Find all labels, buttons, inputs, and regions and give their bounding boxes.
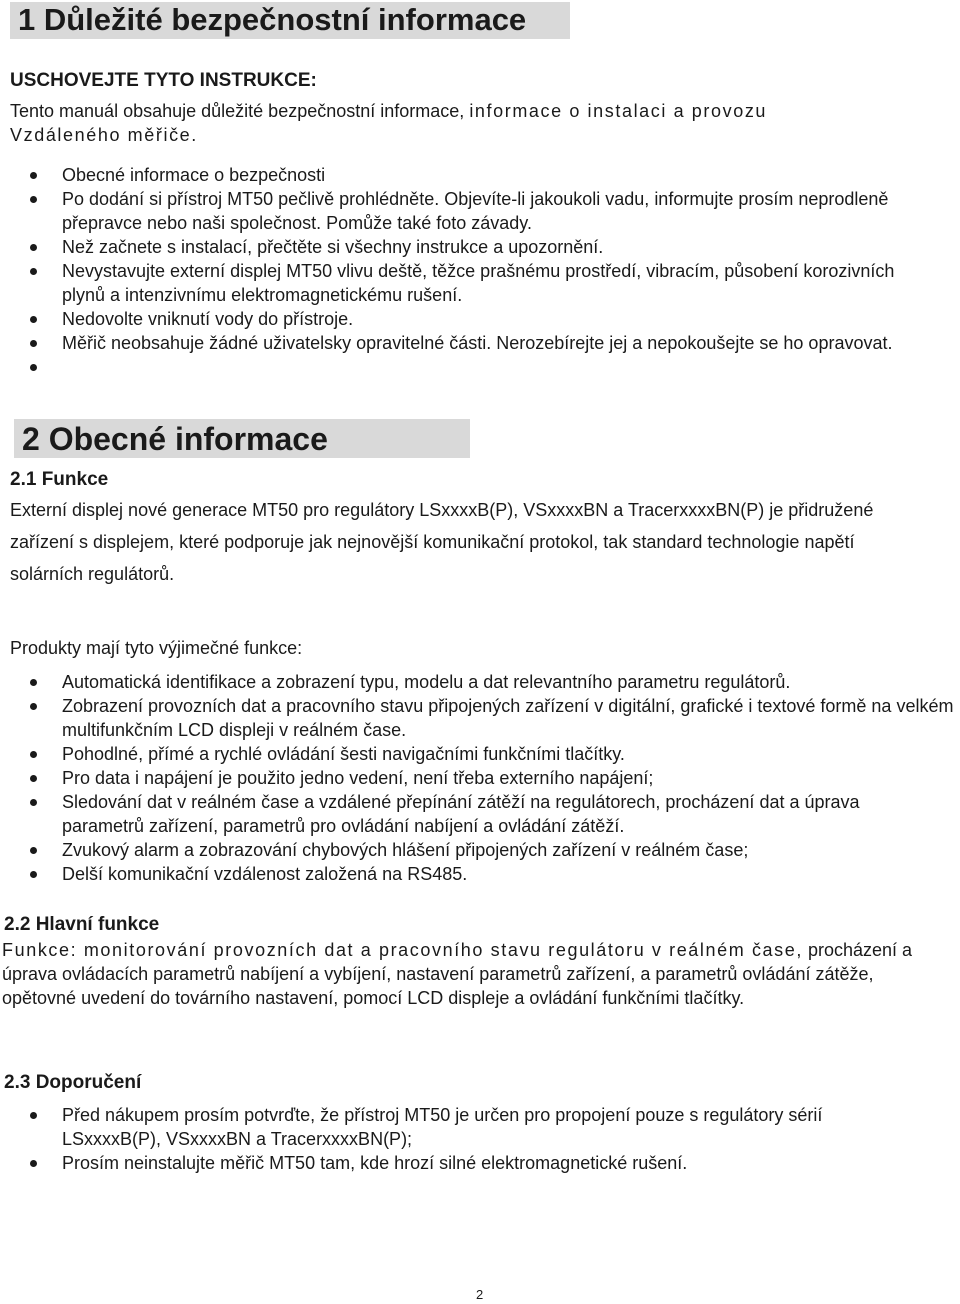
bullet-icon [30, 172, 37, 179]
list-item: Měřič neobsahuje žádné uživatelsky opravitelné části. Nerozebírejte jej a nepokoušejte se ho opravovat. [10, 331, 900, 355]
bullet-icon [30, 679, 37, 686]
section-2-title: 2 Obecné informace [22, 421, 328, 457]
list-item: Sledování dat v reálném čase a vzdálené přepínání zátěží na regulátorech, procházení dat a úprava parametrů zařízení, parametrů pro ovládání nabíjení a ovládání zátěží. [10, 790, 960, 838]
section-1-bullet-list [10, 163, 900, 379]
list-item: Po dodání si přístroj MT50 pečlivě prohlédněte. Objevíte-li jakoukoli vadu, informujte prosím neprodleně přepravce nebo naši společnost. Pomůže také foto závady. [10, 187, 900, 235]
section-2-2-heading: 2.2 Hlavní funkce [4, 914, 160, 935]
bullet-icon [30, 775, 37, 782]
list-item [10, 355, 900, 379]
bullet-icon [30, 316, 37, 323]
section-2-1-bullet-list [10, 670, 960, 886]
bullet-icon [30, 340, 37, 347]
products-intro: Produkty mají tyto výjimečné funkce: [10, 638, 303, 658]
bullet-icon [30, 364, 37, 371]
section-2-1-heading: 2.1 Funkce [10, 469, 109, 490]
bullet-icon [30, 1160, 37, 1167]
bullet-icon [30, 751, 37, 758]
section-2-3-bullet-list [10, 1103, 890, 1175]
intro-part-c: Vzdáleného měřiče. [10, 125, 198, 145]
list-item: Automatická identifikace a zobrazení typu, modelu a dat relevantního parametru regulátorů. [10, 670, 960, 694]
list-item: Zobrazení provozních dat a pracovního stavu připojených zařízení v digitální, grafické i textové formě na velkém multifunkčním LCD displeji v reálném čase. [10, 694, 960, 742]
list-item: Prosím neinstalujte měřič MT50 tam, kde hrozí silné elektromagnetické rušení. [10, 1151, 890, 1175]
section-1-title: 1 Důležité bezpečnostní informace [18, 2, 527, 37]
bullet-icon [30, 1112, 37, 1119]
intro-part-b: informace o instalaci a provozu [469, 101, 768, 121]
section-1-subtitle: USCHOVEJTE TYTO INSTRUKCE: [10, 70, 317, 91]
bullet-icon [30, 871, 37, 878]
bullet-icon [30, 196, 37, 203]
list-item: Nevystavujte externí displej MT50 vlivu deště, těžce prašnému prostředí, vibracím, působení korozivních plynů a intenzivnímu elektromagnetickému rušení. [10, 259, 900, 307]
list-item: Než začnete s instalací, přečtěte si všechny instrukce a upozornění. [10, 235, 900, 259]
bullet-icon [30, 847, 37, 854]
list-item: Před nákupem prosím potvrďte, že přístroj MT50 je určen pro propojení pouze s regulátory sérií LSxxxxB(P), VSxxxxBN a TracerxxxxBN(P); [10, 1103, 890, 1151]
main-function-part-a: Funkce: monitorování provozních dat a pracovního stavu regulátoru v reálném čase, [2, 940, 803, 960]
list-item: Obecné informace o bezpečnosti [10, 163, 900, 187]
bullet-icon [30, 268, 37, 275]
list-item: Nedovolte vniknutí vody do přístroje. [10, 307, 900, 331]
bullet-icon [30, 799, 37, 806]
list-item: Zvukový alarm a zobrazování chybových hlášení připojených zařízení v reálném čase; [10, 838, 960, 862]
main-function-part-b: procházení a úprava ovládacích parametrů nabíjení a vybíjení, nastavení parametrů zařízení, a parametrů ovládání zátěže, opětovné uvedení do továrního nastavení, pomocí LCD displeje a ovládání funkčními tlačítky. [2, 940, 913, 1008]
list-item: Pohodlné, přímé a rychlé ovládání šesti navigačními funkčními tlačítky. [10, 742, 960, 766]
bullet-icon [30, 703, 37, 710]
section-2-3-heading: 2.3 Doporučení [4, 1072, 142, 1093]
section-2-2-paragraph [2, 938, 932, 1010]
list-item: Delší komunikační vzdálenost založená na RS485. [10, 862, 960, 886]
bullet-icon [30, 244, 37, 251]
section-2-1-paragraph: Externí displej nové generace MT50 pro regulátory LSxxxxB(P), VSxxxxBN a TracerxxxxBN(P) je přidružené zařízení s displejem, které podporuje jak nejnovější komunikační protokol, tak standard technologie napětí solárních regulátorů. [10, 500, 874, 584]
list-item: Pro data i napájení je použito jedno vedení, není třeba externího napájení; [10, 766, 960, 790]
page-number: 2 [476, 1287, 484, 1302]
intro-part-a: Tento manuál obsahuje důležité bezpečnostní informace, [10, 101, 465, 121]
section-1-intro [10, 99, 950, 147]
